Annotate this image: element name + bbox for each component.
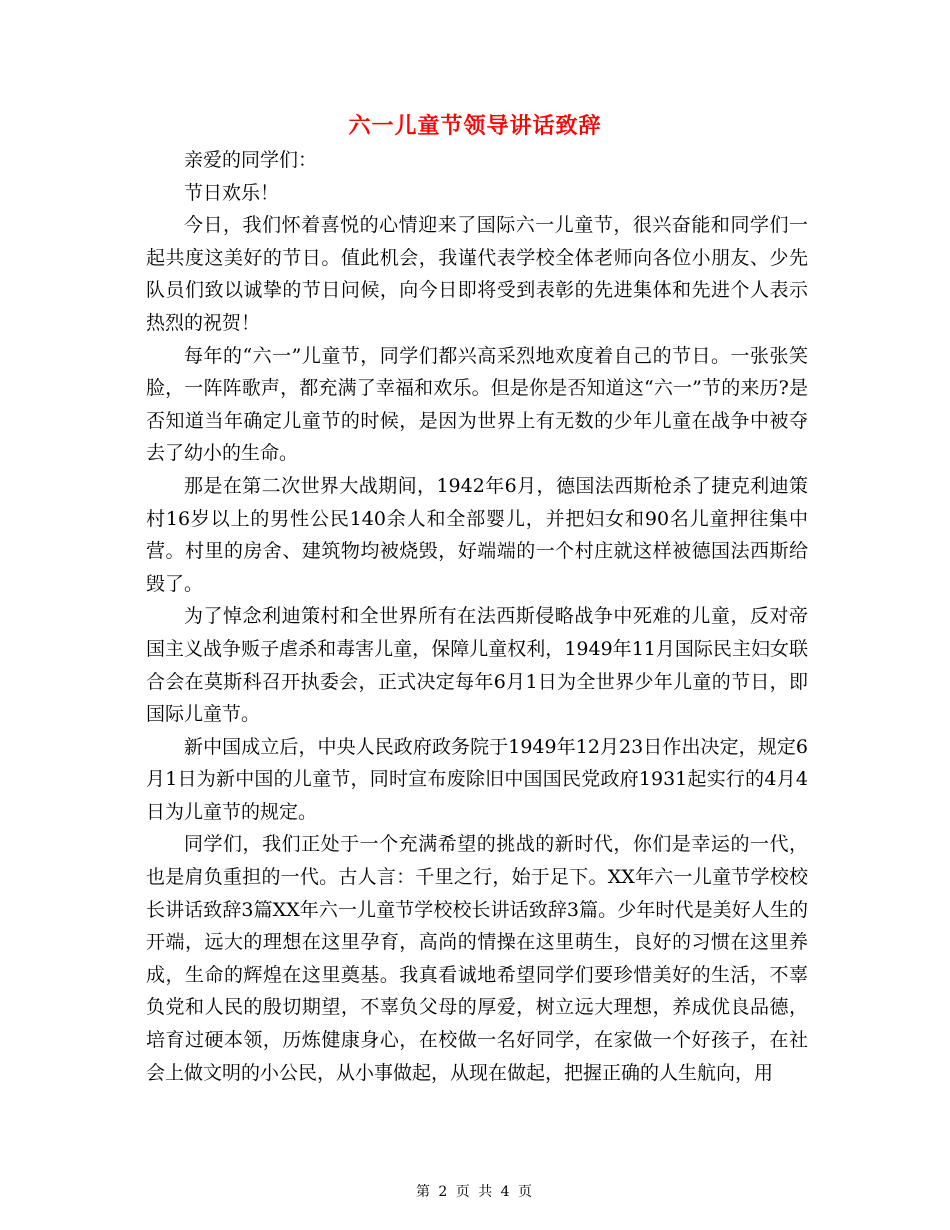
greeting-paragraph: 亲爱的同学们： bbox=[184, 149, 318, 171]
body-paragraph: 那是在第二次世界大战期间，1942年6月，德国法西斯枪杀了捷克利迪策村16岁以上的男性公民140余人和全部婴儿，并把妇女和90名儿童押往集中营。村里的房舍、建筑物均被烧毁，好端端的一个村庄就这样被德国法西斯给毁了。 bbox=[146, 474, 808, 595]
body-paragraph: 同学们，我们正处于一个充满希望的挑战的新时代，你们是幸运的一代，也是肩负重担的一代。古人言：千里之行，始于足下。XX年六一儿童节学校校长讲话致辞3篇XX年六一儿童节学校校长讲话致辞3篇。少年时代是美好人生的开端，远大的理想在这里孕育，高尚的情操在这里萌生，良好的习惯在这里养成，生命的辉煌在这里奠基。我真看诚地希望同学们要珍惜美好的生活，不辜负党和人民的殷切期望，不辜负父母的厚爱，树立远大理想，养成优良品德，培育过硬本领，历炼健康身心，在校做一名好同学，在家做一个好孩子，在社会上做文明的小公民，从小事做起，从现在做起，把握正确的人生航向，用 bbox=[146, 833, 808, 1084]
festival-greeting-paragraph: 节日欢乐！ bbox=[184, 181, 280, 204]
body-paragraph: 今日，我们怀着喜悦的心情迎来了国际六一儿童节，很兴奋能和同学们一起共度这美好的节日。值此机会，我谨代表学校全体老师向各位小朋友、少先队员们致以诚挚的节日问候，向今日即将受到表彰的先进集体和先进个人表示热烈的祝贺！ bbox=[146, 214, 808, 334]
body-paragraph: 新中国成立后，中央人民政府政务院于1949年12月23日作出决定，规定6月1日为新中国的儿童节，同时宣布废除旧中国国民党政府1931起实行的4月4日为儿童节的规定。 bbox=[146, 735, 808, 823]
document-body bbox=[146, 144, 808, 1089]
document-title: 六一儿童节领导讲话致辞 bbox=[348, 113, 602, 139]
body-paragraph: 每年的“六一”儿童节，同学们都兴高采烈地欢度着自己的节日。一张张笑脸，一阵阵歌声，都充满了幸福和欢乐。但是你是否知道这“六一”节的来历?是否知道当年确定儿童节的时候，是因为世界上有无数的少年儿童在战争中被夺去了幼小的生命。 bbox=[146, 344, 808, 465]
page-number-footer: 第 2 页 共 4 页 bbox=[415, 1184, 535, 1200]
body-paragraph: 为了悼念利迪策村和全世界所有在法西斯侵略战争中死难的儿童，反对帝国主义战争贩子虐杀和毒害儿童，保障儿童权利，1949年11月国际民主妇女联合会在莫斯科召开执委会，正式决定每年6月1日为全世界少年儿童的节日，即国际儿童节。 bbox=[146, 605, 808, 726]
